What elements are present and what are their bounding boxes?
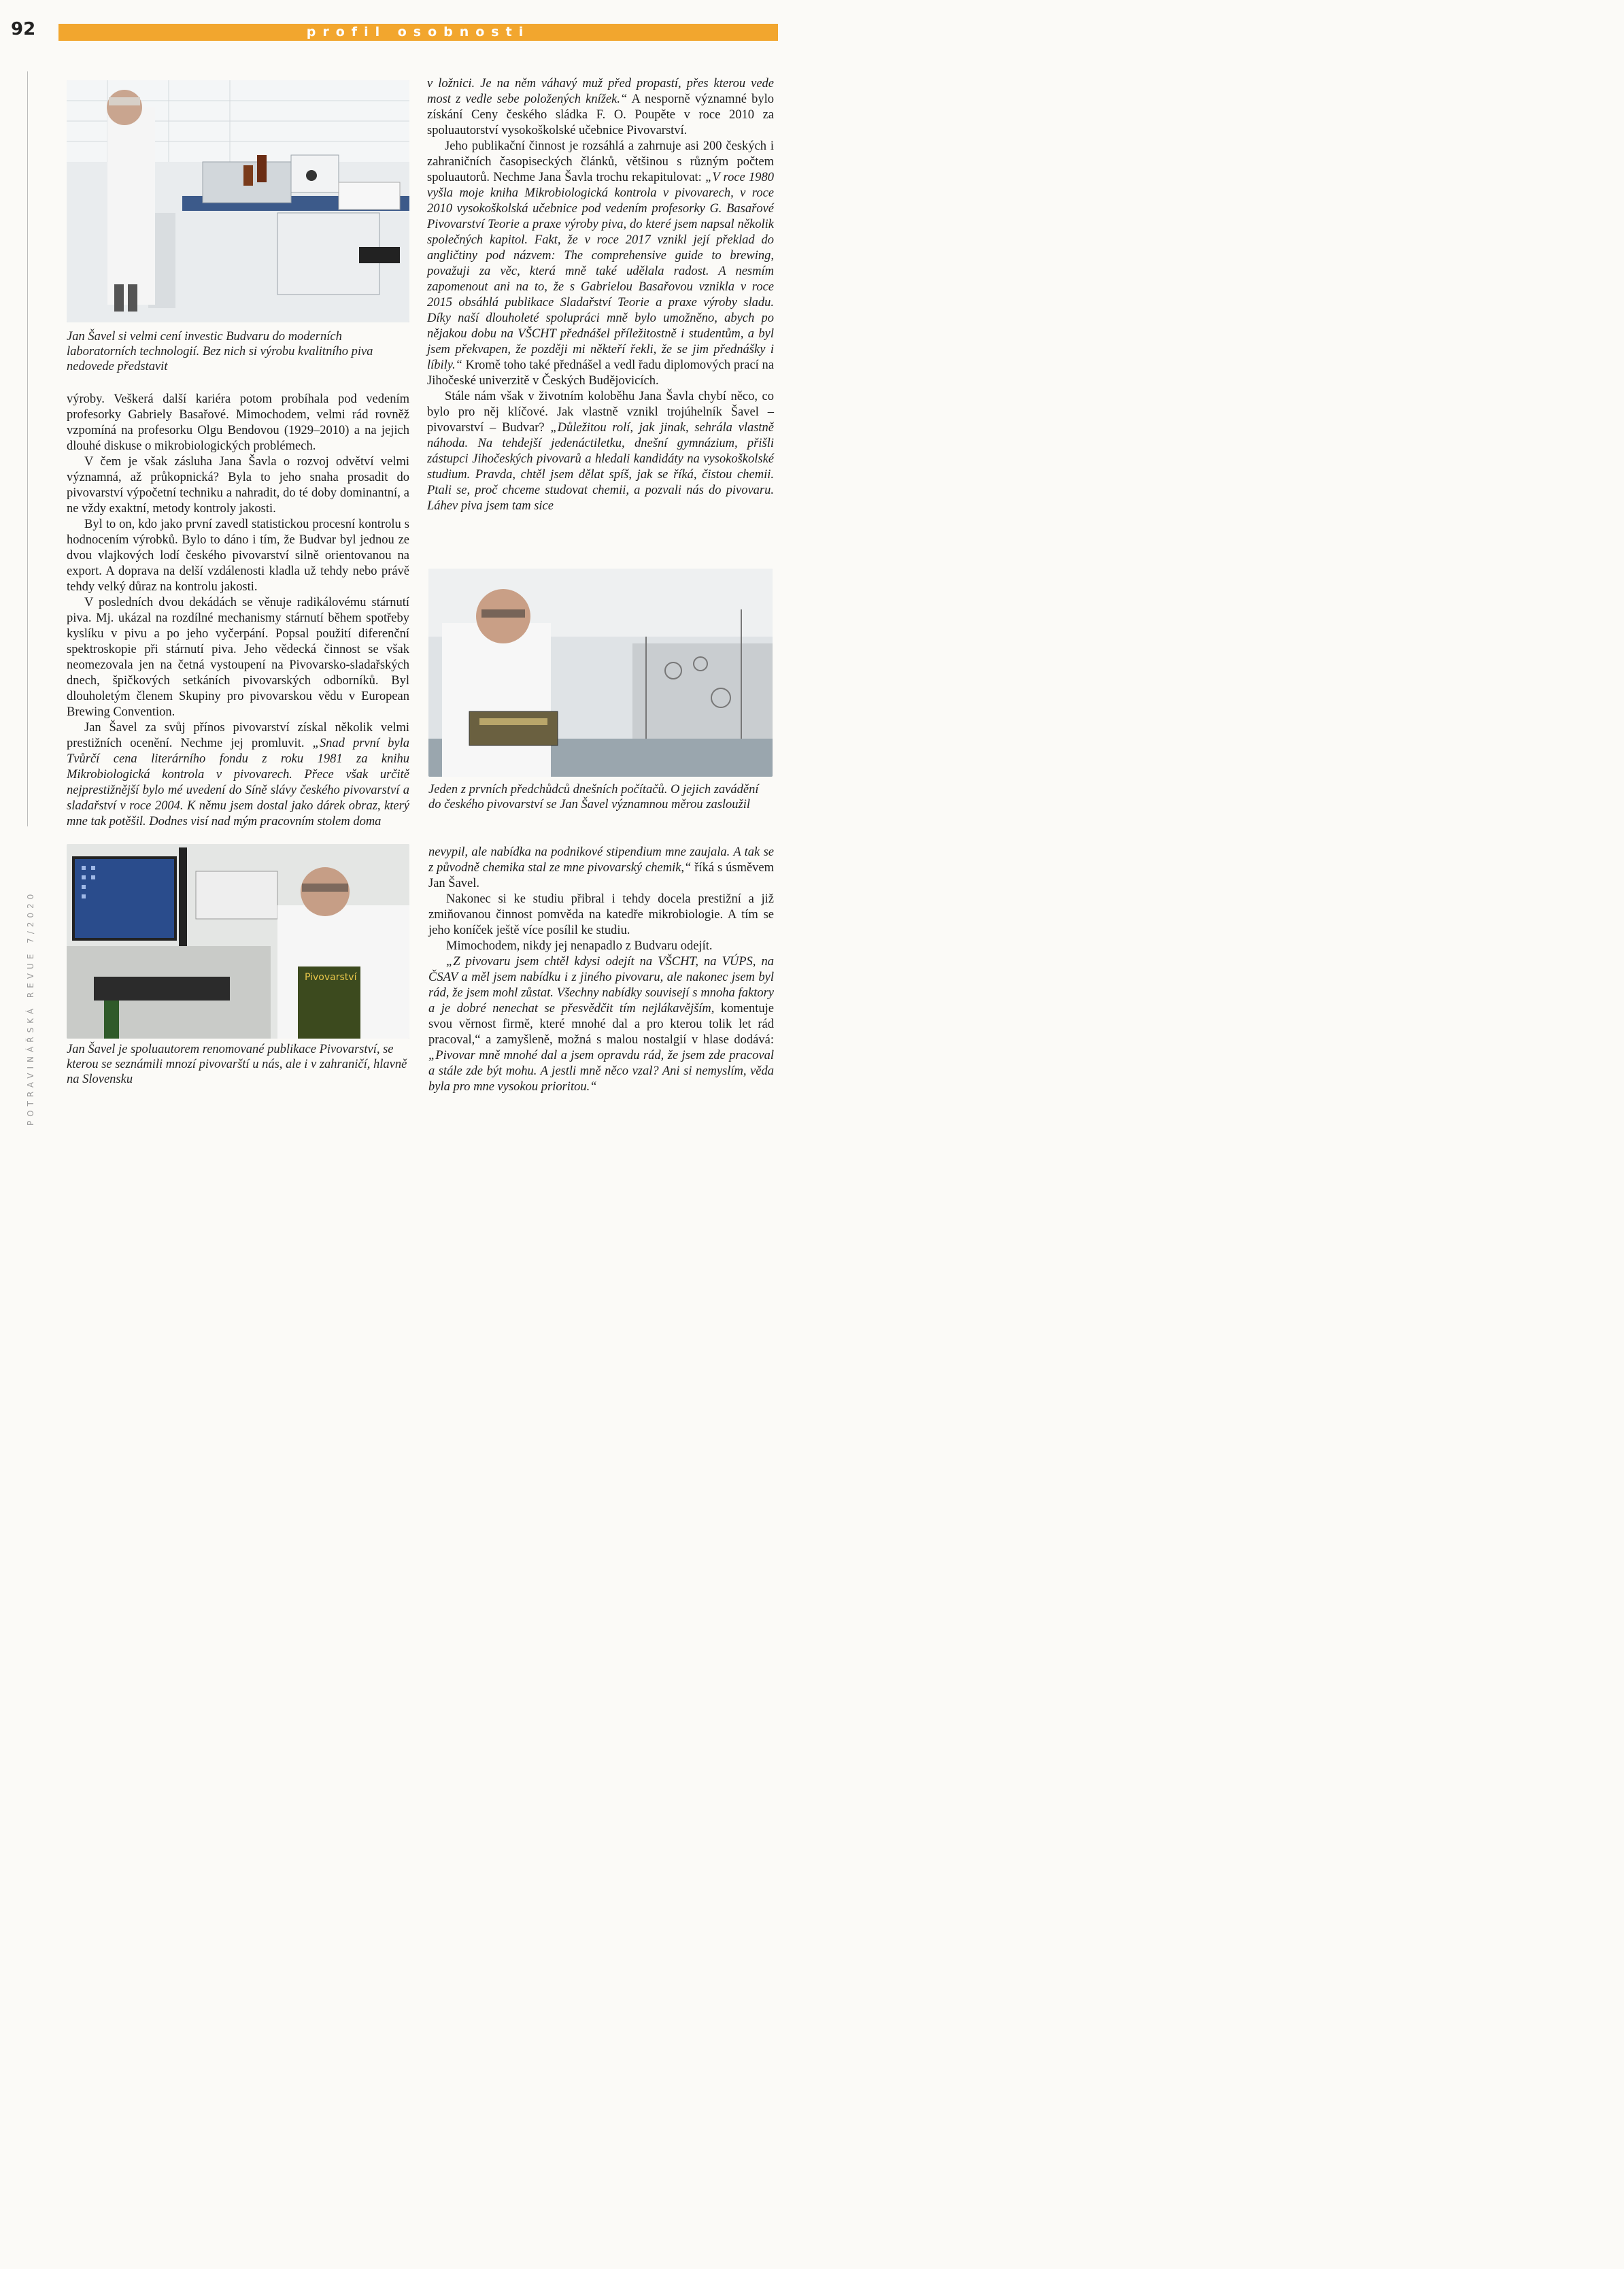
paragraph: [67, 720, 409, 830]
paragraph: [428, 954, 774, 1095]
paragraph-text: A nesporně významné bylo získání Ceny českého sládka F. O. Poupěte v roce 2010 za spoluautorství vysokoškolské učebnice Pivovarství.: [427, 93, 774, 137]
paragraph-text: Jeho publikační činnost je rozsáhlá a zahrnuje asi 200 českých i zahraničních časopiseckých článků, většinou s různým počtem spoluautorů. Nechme Jana Šavla trochu rekapitulovat:: [427, 139, 774, 184]
office-illustration: [67, 844, 409, 1039]
quote-text: „Z pivovaru jsem chtěl kdysi odejít na VŠCHT, na VÚPS, na ČSAV a měl jsem nabídku i z jiného pivovaru, ale nakonec jsem byl rád, že jsem mohl zůstat. Všechny nabídky souvisejí s mnoha faktory a je dobré nenechat se přesvědčit tím nejlákavějším,: [428, 955, 774, 1015]
paragraph: Nakonec si ke studiu přibral i tehdy docela prestižní a již zmiňovanou činnost pomvěda na katedře mikrobiologie. A tím se jeho koníček ještě více posílil ke studiu.: [428, 892, 774, 937]
paragraph: [427, 389, 774, 514]
article-right-column-top: [427, 76, 774, 514]
paragraph: výroby. Veškerá další kariéra potom probíhala pod vedením profesorky Gabriely Basařové. Mimochodem, velmi rád rovněž vzpomíná na profesorku Olgu Bendovou (1929–2010) a na jejich dlouhé diskuse o mikrobiologických problémech.: [67, 392, 409, 453]
journal-side-label: POTRAVINÁŘSKÁ REVUE 7/2020: [26, 890, 35, 1126]
quote-text: „Pivovar mně mnohé dal a jsem opravdu rád, že jsem zde pracoval a stále zde být mohu. A jestli mně něco vzal? Ani si nemyslím, věda byla pro mne vysokou prioritou.“: [428, 1049, 774, 1094]
article-left-column: [67, 392, 409, 830]
paragraph: [427, 139, 774, 389]
quote-text: „V roce 1980 vyšla moje kniha Mikrobiologická kontrola v pivovarech, v roce 2010 vysokoškolská učebnice pod vedením profesorky G. Basařové Pivovarství Teorie a praxe výroby piva, do které jsem napsal několik společných kapitol. Fakt, že v roce 2017 vznikl její překlad do angličtiny pod názvem: The comprehensive guide to brewing, považuji za věc, která mně také udělala radost. A nesmím zapomenout ani na to, že s Gabrielou Basařovou vznikla v roce 2015 obsáhlá publikace Sladařství Teorie a praxe výroby sladu. Díky naší dlouholeté spolupráci mně bylo umožněno, abych po nějakou dobu na VŠCHT přednášel příležitostně i studentům, a byl jsem překvapen, že později mi někteří řekli, že se jim přednášky i líbily.“: [427, 171, 774, 372]
paragraph: [428, 845, 774, 892]
paragraph-text: Kromě toho také přednášel a vedl řadu diplomových prací na Jihočeské univerzitě v Českých Budějovicích.: [427, 358, 774, 388]
paragraph-text: Stále nám však v životním koloběhu Jana Šavla chybí něco, co bylo pro něj klíčové. Jak vlastně vznikl trojúhelník Šavel – pivovarství – Budvar?: [427, 390, 774, 435]
quote-text: v ložnici. Je na něm váhavý muž před propastí, přes kterou vede most z vedle sebe položených knížek.“: [427, 77, 774, 106]
quote-text: nevypil, ale nabídka na podnikové stipendium mne zaujala. A tak se z původně chemika stal ze mne pivovarský chemik,“: [428, 845, 774, 875]
paragraph-text: komentuje svou věrnost firmě, které mnohé dal a pro kterou tolik let rád pracoval,“ a zamyšleně, možná s malou nostalgií v hlase dodává:: [428, 1002, 775, 1047]
photo3-caption: Jeden z prvních předchůdců dnešních počítačů. O jejich zavádění do českého pivovarství se Jan Šavel významnou měrou zasloužil: [428, 783, 759, 811]
section-header-bar: [58, 24, 778, 41]
paragraph: [427, 76, 774, 139]
quote-text: „Důležitou rolí, jak jinak, sehrála vlastně náhoda. Na tehdejší jedenáctiletku, dnešní gymnázium, přišli zástupci Jihočeských pivovarů a hledali kandidáty na vysokoškolské studium. Pravda, chtěl jsem dělat spíš, jak se říká, čistou chemii. Ptali se, proč chceme studovat chemii, a pozvali nás do pivovaru. Láhev piva jsem tam sice: [427, 421, 775, 513]
section-title: profil osobnosti: [306, 24, 530, 39]
side-rule: [27, 71, 28, 826]
paragraph-text: říká s úsměvem Jan Šavel.: [428, 861, 774, 890]
photo2-caption: Jan Šavel je spoluautorem renomované publikace Pivovarství, se kterou se seznámili mnozí pivovarští u nás, ale i v zahraničí, hlavně na Slovensku: [67, 1043, 407, 1086]
paragraph: V čem je však zásluha Jana Šavla o rozvoj odvětví velmi významná, až průkopnická? Byla to jeho snaha prosadit do pivovarství výpočetní techniku a nahradit, do té doby dominantní, a ne vždy exaktní, metody kontroly jakosti.: [67, 455, 409, 516]
article-right-column-bottom: [428, 845, 774, 1095]
paragraph: Mimochodem, nikdy jej nenapadlo z Budvaru odejít.: [446, 939, 713, 953]
photo-old-computer: [428, 569, 773, 777]
quote-text: „Snad první byla Tvůrčí cena literárního fondu z roku 1981 za knihu Mikrobiologická kontrola v pivovarech. Přece však určitě nejprestižnější bylo mé uvedení do Síně slávy českého pivovarství a sladařství v roce 2004. K němu jsem dostal jako dárek obraz, který mne tak potěšil. Dodnes visí nad mým pracovním stolem doma: [67, 737, 409, 828]
photo-computer-book: [67, 844, 409, 1039]
laboratory-illustration: [67, 80, 409, 322]
page-number: 92: [11, 19, 36, 39]
book-cover-title: Pivovarství: [305, 972, 357, 983]
photo1-caption: Jan Šavel si velmi cení investic Budvaru do moderních laboratorních technologií. Bez nich si výrobu kvalitního piva nedovede představit: [67, 330, 373, 373]
paragraph-text: Jan Šavel za svůj přínos pivovarství získal několik velmi prestižních ocenění. Nechme jej promluvit.: [67, 721, 409, 750]
paragraph: V posledních dvou dekádách se věnuje radikálovému stárnutí piva. Mj. ukázal na rozdílné mechanismy stárnutí během spotřeby kyslíku v pivu a po jeho vyčerpání. Popsal použití diferenční spektroskopie při stárnutí piva. Jeho vědecká činnost se však neomezovala jen na četná vystoupení na Pivovarsko-sladařských dnech, špičkových setkáních pivovarských odborníků. Byl dlouholetým členem Skupiny pro pivovarskou vědu v European Brewing Convention.: [67, 596, 409, 719]
paragraph: Byl to on, kdo jako první zavedl statistickou procesní kontrolu s hodnocením výrobků. Bylo to dáno i tím, že Budvar byl jednou ze dvou vlajkových lodí českého pivovarství silně orientovanou na export. A doprava na delší vzdálenosti kladla už tehdy nebo právě tehdy velký důraz na kontrolu jakosti.: [67, 518, 409, 594]
calculator-illustration: [428, 569, 773, 777]
photo-laboratory: [67, 80, 409, 322]
